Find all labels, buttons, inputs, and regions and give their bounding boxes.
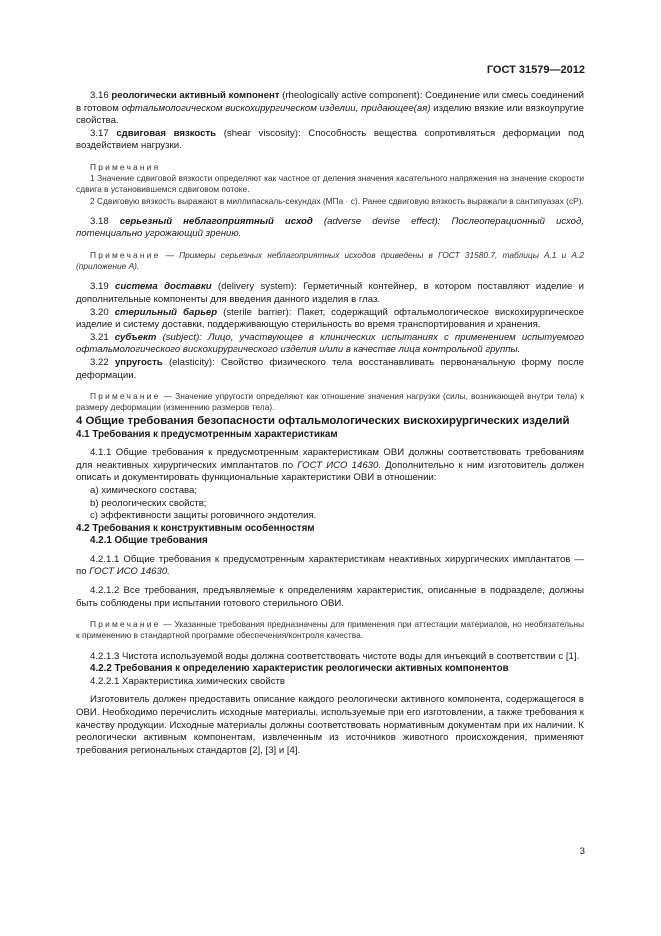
- page-content: [76, 90, 584, 757]
- section-4-heading: 4 Общие требования безопасности офтальмологических вискохирургических изделий: [76, 414, 570, 427]
- paragraph-4-2-1-2: 4.2.1.2 Все требования, предъявляемые к определениям характеристик, описанные в подразделе, должны быть соблюдены при испытании готового стерильного ОВИ.: [76, 585, 584, 609]
- definition-3-16: 3.16 реологически активный компонент (rheologically active component): Соединение или смесь соединений в готовом офтальмологическом вискохирургическом изделии, придающее(ая) изделию вязкие или вязкоупругие свойства.: [76, 90, 585, 127]
- definition-3-18: 3.18 серьезный неблагоприятный исход (adverse devise effect): Послеоперационный исход, потенциально угрожающий зрению.: [76, 215, 584, 240]
- section-4-2-2-1-heading: 4.2.2.1 Характеристика химических свойств: [90, 675, 286, 687]
- definition-3-21: 3.21 субъект (subject): Лицо, участвующее в клинических испытаниях с применением испытуемого офтальмологического вискохирургического изделия и/или в качестве лица контрольной группы.: [76, 331, 584, 356]
- section-4-2-2-heading: 4.2.2 Требования к определению характеристик реологически активных компонентов: [90, 663, 509, 675]
- term: стерильный барьер: [114, 306, 218, 318]
- list-item: c) эффективности защиты роговичного эндотелия.: [90, 510, 317, 522]
- section-4-2-1-heading: 4.2.1 Общие требования: [90, 535, 208, 547]
- paragraph-4-1-1: 4.1.1 Общие требования к предусмотренным характеристикам ОВИ должны соответствовать требованиям для неактивных хирургических имплантатов по ГОСТ ИСО 14630. Дополнительно к ним изготовитель должен описать и документировать функциональные характеристики ОВИ в отношении:: [76, 447, 584, 484]
- paragraph-4-2-1-3: 4.2.1.3 Чистота используемой воды должна соответствовать чистоте воды для инъекций в соответствии с [1].: [90, 650, 580, 662]
- note-3-18: Примечание — Примеры серьезных неблагоприятных исходов приведены в ГОСТ 31580.7, таблицы А.1 и А.2 (приложение А).: [76, 249, 585, 272]
- term: субъект: [114, 331, 157, 343]
- definition-3-17: 3.17 сдвиговая вязкость (shear viscosity): Способность вещества сопротивляться деформации под воздействием нагрузки.: [76, 127, 584, 152]
- note-3-22: Примечание — Значение упругости определяют как отношение значения нагрузки (силы, возникающей внутри тела) к размеру деформации (изменению размеров тела).: [76, 391, 584, 413]
- standard-number: ГОСТ 31579—2012: [486, 64, 585, 76]
- paragraph-4-2-1-1: 4.2.1.1 Общие требования к предусмотренным характеристикам неактивных хирургических имплантатов — по ГОСТ ИСО 14630.: [76, 553, 584, 578]
- note-4-2-1-2: Примечание — Указанные требования предназначены для применения при аттестации материалов, но необязательны к применению в стандартной программе обеспечения/контроля качества.: [76, 619, 584, 641]
- section-4-1-heading: 4.1 Требования к предусмотренным характеристикам: [76, 428, 338, 440]
- term: упругость: [114, 356, 163, 368]
- note-item: 2 Сдвиговую вязкость выражают в миллипаскаль-секундах (МПа · с). Ранее сдвиговую вязкость выражали в сантипуазах (сР).: [90, 195, 584, 206]
- term: сдвиговая вязкость: [116, 127, 217, 139]
- definition-3-22: 3.22 упругость (elasticity): Свойство физического тела восстанавливать первоначальную форму после деформации.: [76, 356, 585, 381]
- paragraph-chemical-characterization: Изготовитель должен предоставить описание каждого реологически активного компонента, содержащегося в ОВИ. Необходимо перечислить исходные материалы, используемые при его изготовлении, а также требования к качеству продукции. Исходные материалы должны соответствовать нормативным документам при их наличии. К реологически активным компонентам, извлеченным из источников животного происхождения, применяют требования региональных стандартов [2], [3] и [4].: [76, 694, 584, 756]
- note-item: 1 Значение сдвиговой вязкости определяют как частное от деления значения касательного напряжения на значение скорости сдвига в установившемся сдвиговом потоке.: [76, 173, 584, 195]
- section-4-2-heading: 4.2 Требования к конструктивным особенностям: [76, 522, 315, 534]
- definition-3-19: 3.19 система доставки (delivery system): Герметичный контейнер, в котором поставляют изделие и дополнительные компоненты для введения данного изделия в глаз.: [76, 281, 584, 305]
- notes-label: Примечания: [90, 161, 161, 172]
- term: реологически активный компонент: [111, 90, 280, 101]
- definition-3-20: 3.20 стерильный барьер (sterile barrier): Пакет, содержащий офтальмологическое вискохирургическое изделие и систему доставки, поддерживающую стерильность во время транспортирования и хранения.: [76, 306, 584, 331]
- term: серьезный неблагоприятный исход: [119, 215, 313, 227]
- list-item: b) реологических свойств;: [90, 497, 207, 509]
- page-number: 3: [579, 846, 585, 857]
- term: система доставки: [115, 281, 212, 293]
- list-item: a) химического состава;: [90, 484, 198, 496]
